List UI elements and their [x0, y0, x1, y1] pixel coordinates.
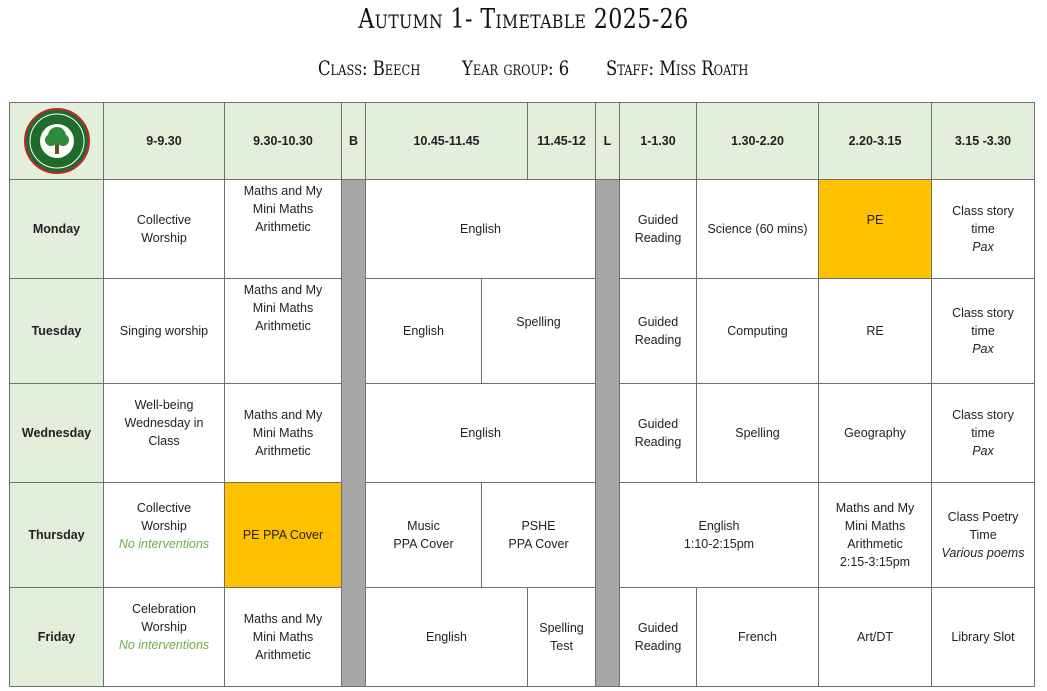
friday-slot-2: Maths and My Mini Maths Arithmetic — [225, 588, 342, 687]
monday-slot-1: Collective Worship — [104, 180, 225, 279]
day-thursday: Thursday — [10, 483, 104, 588]
time-1145-12: 11.45-12 — [528, 103, 596, 180]
tuesday-slot-1: Singing worship — [104, 279, 225, 384]
time-315-330: 3.15 -3.30 — [932, 103, 1035, 180]
wednesday-slot-6: Spelling — [697, 384, 819, 483]
tuesday-slot-4: Spelling — [482, 279, 596, 384]
lunch-column — [596, 180, 620, 687]
thursday-slot-4: PSHE PPA Cover — [482, 483, 596, 588]
staff-label: Staff: Miss Roath — [606, 56, 749, 80]
time-930-1030: 9.30-10.30 — [225, 103, 342, 180]
thursday-slot-8: Class Poetry Time Various poems — [932, 483, 1035, 588]
thursday-slot-1: Collective Worship No interventions — [104, 483, 225, 588]
time-220-315: 2.20-3.15 — [819, 103, 932, 180]
tuesday-slot-3: English — [366, 279, 482, 384]
wednesday-slot-8: Class story time Pax — [932, 384, 1035, 483]
time-1045-1145: 10.45-11.45 — [366, 103, 528, 180]
wednesday-slot-1: Well-being Wednesday in Class — [104, 384, 225, 483]
logo-cell — [10, 103, 104, 180]
wednesday-slot-3: English — [366, 384, 596, 483]
lunch-header: L — [596, 103, 620, 180]
thursday-slot-2: PE PPA Cover — [225, 483, 342, 588]
friday-slot-6: French — [697, 588, 819, 687]
row-wednesday — [10, 384, 1035, 483]
day-wednesday: Wednesday — [10, 384, 104, 483]
tuesday-slot-8: Class story time Pax — [932, 279, 1035, 384]
monday-slot-7: PE — [819, 180, 932, 279]
friday-slot-8: Library Slot — [932, 588, 1035, 687]
monday-slot-8: Class story time Pax — [932, 180, 1035, 279]
monday-slot-5: Guided Reading — [620, 180, 697, 279]
timetable — [9, 102, 1035, 687]
friday-slot-1: Celebration Worship No interventions — [104, 588, 225, 687]
thursday-slot-7: Maths and My Mini Maths Arithmetic 2:15-3:15pm — [819, 483, 932, 588]
thursday-slot-5: English 1:10-2:15pm — [620, 483, 819, 588]
time-1-130: 1-1.30 — [620, 103, 697, 180]
day-monday: Monday — [10, 180, 104, 279]
school-logo — [24, 108, 90, 174]
monday-slot-2: Maths and My Mini Maths Arithmetic — [225, 180, 342, 279]
break-column — [342, 180, 366, 687]
wednesday-slot-5: Guided Reading — [620, 384, 697, 483]
tuesday-slot-2: Maths and My Mini Maths Arithmetic — [225, 279, 342, 384]
day-friday: Friday — [10, 588, 104, 687]
time-130-220: 1.30-2.20 — [697, 103, 819, 180]
monday-slot-3: English — [366, 180, 596, 279]
monday-slot-6: Science (60 mins) — [697, 180, 819, 279]
friday-slot-4: Spelling Test — [528, 588, 596, 687]
break-header: B — [342, 103, 366, 180]
friday-slot-7: Art/DT — [819, 588, 932, 687]
year-group-label: Year group: 6 — [462, 56, 570, 80]
friday-slot-5: Guided Reading — [620, 588, 697, 687]
day-tuesday: Tuesday — [10, 279, 104, 384]
row-friday — [10, 588, 1035, 687]
page-title: Autumn 1- Timetable 2025-26 — [358, 3, 689, 35]
tuesday-slot-6: Computing — [697, 279, 819, 384]
class-label: Class: Beech — [318, 56, 421, 80]
header-row — [10, 103, 1035, 180]
row-thursday — [10, 483, 1035, 588]
wednesday-slot-2: Maths and My Mini Maths Arithmetic — [225, 384, 342, 483]
friday-slot-3: English — [366, 588, 528, 687]
tuesday-slot-5: Guided Reading — [620, 279, 697, 384]
tuesday-slot-7: RE — [819, 279, 932, 384]
time-9-930: 9-9.30 — [104, 103, 225, 180]
thursday-slot-3: Music PPA Cover — [366, 483, 482, 588]
wednesday-slot-7: Geography — [819, 384, 932, 483]
row-tuesday — [10, 279, 1035, 384]
row-monday — [10, 180, 1035, 279]
